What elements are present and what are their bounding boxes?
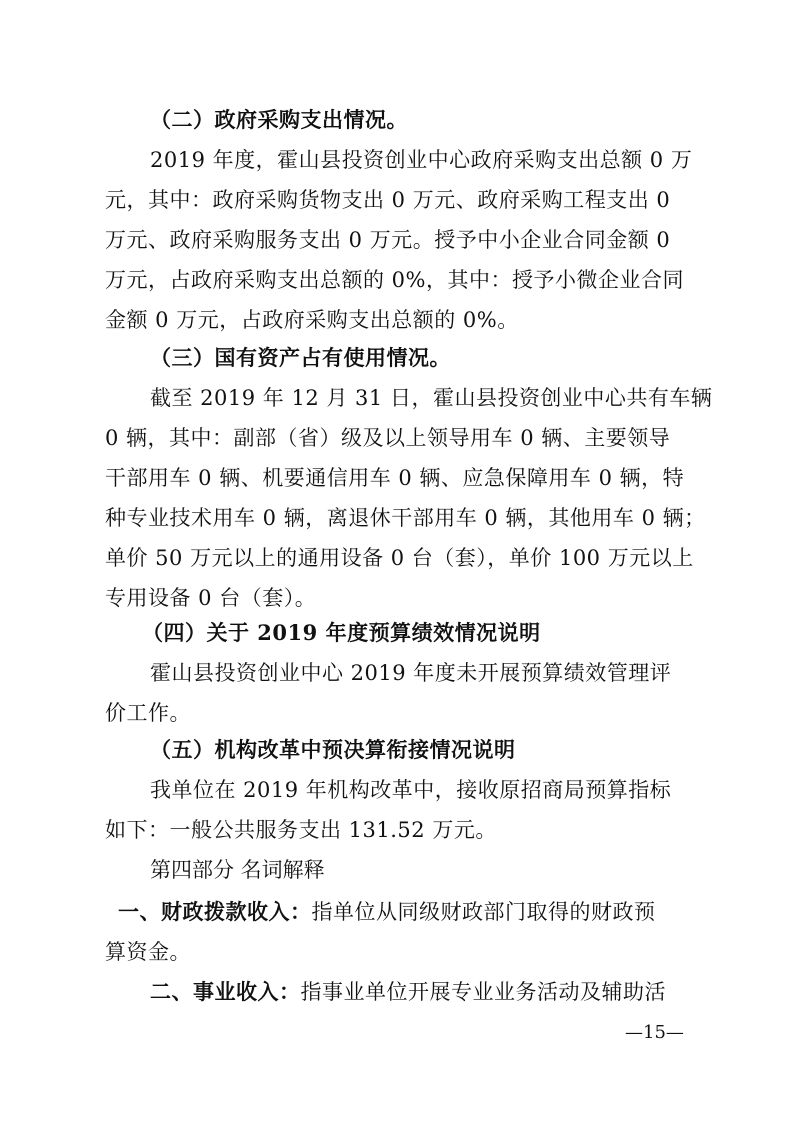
definition-text: 指事业单位开展专业业务活动及辅助活 bbox=[300, 980, 666, 1004]
section-heading-institutional-reform: （五）机构改革中预决算衔接情况说明 bbox=[150, 737, 516, 762]
paragraph-line: 价工作。 bbox=[105, 701, 191, 725]
paragraph-line: 万元、政府采购服务支出 0 万元。授予中小企业合同金额 0 bbox=[105, 228, 671, 252]
paragraph-line: 单价 50 万元以上的通用设备 0 台（套），单价 100 万元以上 bbox=[105, 546, 694, 570]
definition-line bbox=[150, 979, 666, 1005]
definition-text: 指单位从同级财政部门取得的财政预 bbox=[311, 900, 656, 924]
part-title: 第四部分 名词解释 bbox=[150, 858, 325, 882]
paragraph-line: 万元，占政府采购支出总额的 0%，其中：授予小微企业合同 bbox=[105, 268, 684, 292]
paragraph-line: 2019 年度，霍山县投资创业中心政府采购支出总额 0 万 bbox=[150, 148, 693, 172]
paragraph-line: 霍山县投资创业中心 2019 年度未开展预算绩效管理评 bbox=[150, 661, 672, 685]
paragraph-line: 干部用车 0 辆、机要通信用车 0 辆、应急保障用车 0 辆，特 bbox=[105, 466, 685, 490]
paragraph-line: 元，其中：政府采购货物支出 0 万元、政府采购工程支出 0 bbox=[105, 188, 671, 212]
page-number: —15— bbox=[625, 1022, 684, 1043]
paragraph-line: 专用设备 0 台（套）。 bbox=[105, 586, 317, 610]
paragraph-line: 0 辆，其中：副部（省）级及以上领导用车 0 辆、主要领导 bbox=[105, 426, 671, 450]
paragraph-line: 金额 0 万元，占政府采购支出总额的 0%。 bbox=[105, 308, 519, 332]
paragraph-line: 我单位在 2019 年机构改革中，接收原招商局预算指标 bbox=[150, 778, 672, 802]
definition-line: 算资金。 bbox=[105, 940, 191, 964]
definition-term: 一、财政拨款收入： bbox=[118, 899, 312, 924]
paragraph-line: 如下：一般公共服务支出 131.52 万元。 bbox=[105, 818, 497, 842]
section-heading-state-assets: （三）国有资产占有使用情况。 bbox=[150, 345, 451, 370]
section-heading-performance: （四）关于 2019 年度预算绩效情况说明 bbox=[142, 620, 541, 645]
definition-line bbox=[118, 899, 656, 925]
paragraph-line: 种专业技术用车 0 辆，离退休干部用车 0 辆，其他用车 0 辆； bbox=[105, 506, 706, 530]
paragraph-line: 截至 2019 年 12 月 31 日，霍山县投资创业中心共有车辆 bbox=[150, 386, 713, 410]
definition-term: 二、事业收入： bbox=[150, 979, 301, 1004]
section-heading-government-procurement: （二）政府采购支出情况。 bbox=[150, 107, 408, 132]
